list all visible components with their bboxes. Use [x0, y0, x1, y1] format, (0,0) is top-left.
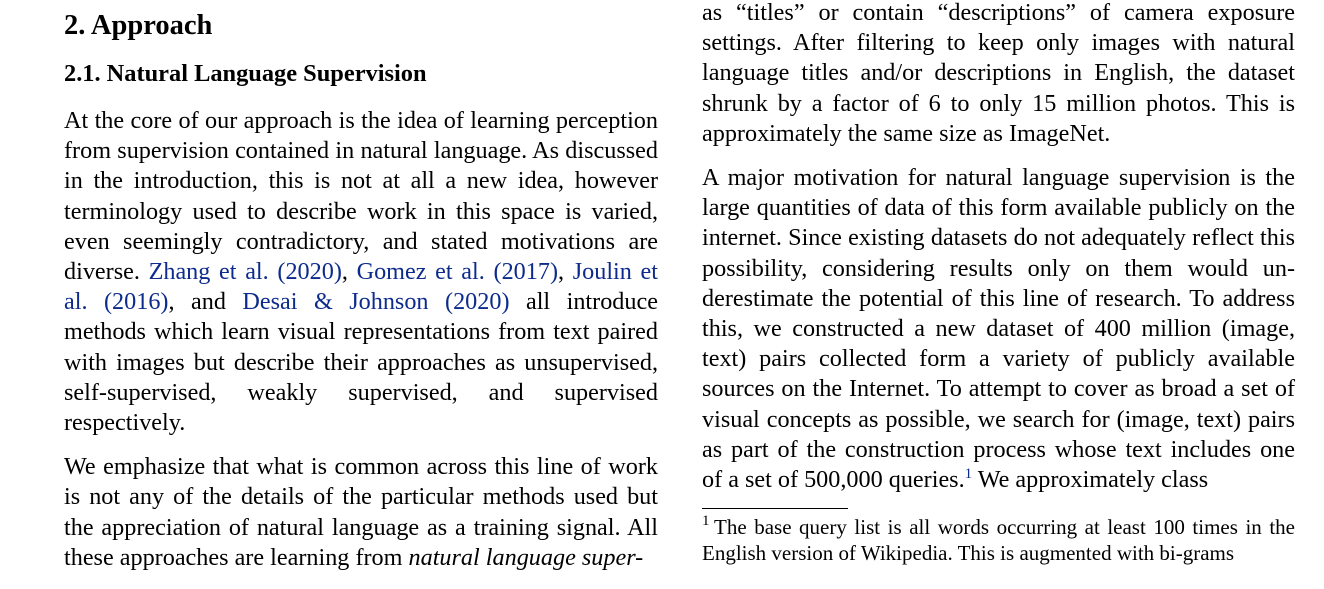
paragraph-text: At the core of our approach is the idea of learning perception from supervision contained in natural language. As discussed in the introduction, this is not at all a new idea, however terminology used to describe work in this space is varied, even seemingly contradictory, and stated motivations are diverse.	[64, 107, 658, 286]
italic-phrase: natural language super-	[408, 543, 644, 571]
footnote-divider	[702, 508, 848, 509]
paragraph-emphasis	[64, 452, 658, 573]
citation-zhang[interactable]: Zhang et al. (2020)	[148, 258, 342, 286]
paragraph-dataset-filter: as “titles” or contain “descriptions” of camera exposure settings. After filtering to keep only images with natural language titles and/or descriptions in English, the dataset shrunk by a factor of 6 to only 15 million photos. This is approximately the same size as ImageNet.	[702, 0, 1295, 147]
paragraph-text: all introduce methods which learn visual representations from text paired with images but describe their approaches as unsupervised, self-supervised, weakly supervised, and supervised respectively.	[64, 288, 658, 437]
paragraph-text: We approximately class	[972, 466, 1209, 494]
paragraph-intro: At the core of our approach is the idea of learning perception from supervision contained in natural language. As discussed in the introduction, this is not at all a new idea, however terminology used to describe work in this space is varied, even seemingly contradictory, and stated motivations are diverse. Zhang et al. (2020), Gomez et al. (2017), Joulin et al. (2016), and Desai & Johnson (2020) all introduce methods which learn visual representations from text paired with images but describe their approaches as unsupervised, self-supervised, weakly supervised, and supervised respectively.	[64, 107, 659, 437]
section-title: 2. Approach	[64, 10, 213, 41]
subsection-title: 2.1. Natural Language Supervision	[64, 60, 427, 87]
right-column	[702, 0, 1295, 566]
footnote-mark: 1	[702, 513, 710, 530]
citation-desai-johnson[interactable]: Desai & Johnson (2020)	[242, 288, 510, 316]
citation-joulin[interactable]: Joulin et al. (2016)	[64, 258, 659, 316]
paragraph-text: A major motivation for natural language supervision is the large quantities of data of this form available publicly on the internet. Since existing datasets do not adequately reflect this possibility, considering results only on them would underestimate the potential of this line of research. To address this, we constructed a new dataset of 400 million (image, text) pairs collected form a variety of publicly available sources on the Internet. To attempt to cover as broad a set of visual concepts as possible, we search for (image, text) pairs as part of the construction process whose text includes one of a set of 500,000 queries.	[702, 164, 1295, 494]
footnote-reference[interactable]: 1	[964, 466, 973, 483]
paragraph-text: We emphasize that what is common across this line of work is not any of the details of the particular methods used but the appreciation of natural language as a training signal. All these approaches are learning from	[64, 453, 658, 571]
footnote	[702, 515, 1295, 566]
citation-gomez[interactable]: Gomez et al. (2017)	[356, 258, 558, 286]
left-column	[64, 0, 658, 573]
footnote-text: The base query list is all words occurring at least 100 times in the English version of Wikipedia. This is augmented with bi-grams	[702, 515, 1295, 565]
paragraph-motivation	[702, 163, 1295, 495]
